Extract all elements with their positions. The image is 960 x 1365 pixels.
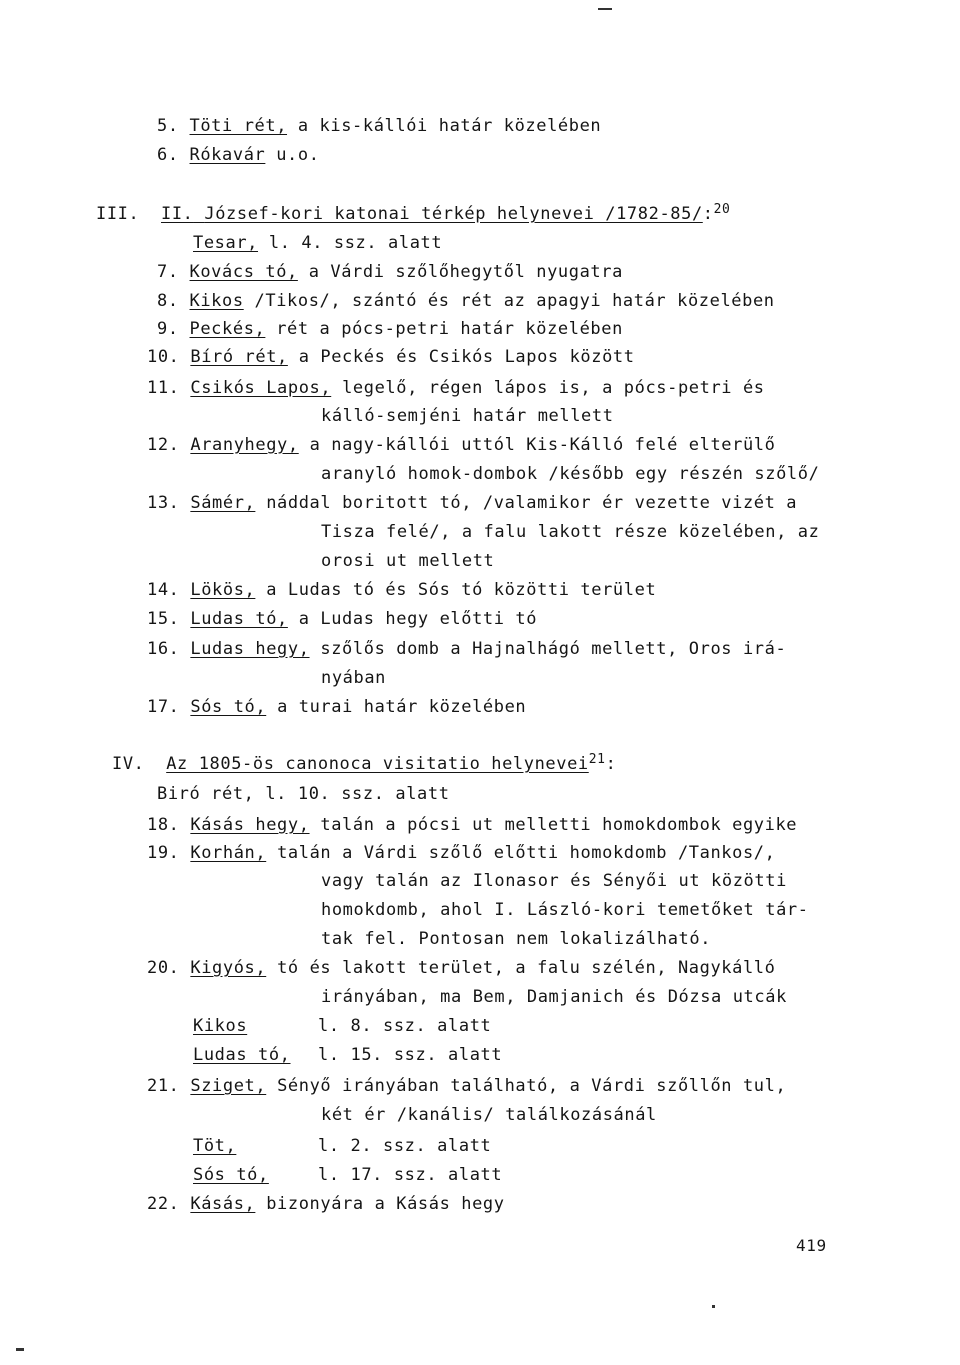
section-title: II. József-kori katonai térkép helynevei /1782-85/ [161,204,703,224]
list-item: 7. Kovács tó, a Várdi szőlőhegytől nyugatra [157,262,623,282]
section-title: Az 1805-ös canonoca visitatio helynevei [166,754,589,774]
list-item-continuation: tak fel. Pontosan nem lokalizálható. [321,929,712,949]
list-item-continuation: két ér /kanális/ találkozásánál [321,1105,657,1125]
list-item: 18. Kásás hegy, talán a pócsi ut melletti homokdombok egyike [147,815,798,835]
cross-reference: Ludas tó, l. 15. ssz. alatt [193,1045,503,1065]
cross-reference: Biró rét, l. 10. ssz. alatt [157,784,450,804]
list-item: 5. Töti rét, a kis-kállói határ közelében [157,116,602,136]
section-heading: III. II. József-kori katonai térkép helynevei /1782-85/:$^{20}$ [96,202,731,224]
section-number: IV. [112,754,145,774]
list-item: 14. Lökös, a Ludas tó és Sós tó közötti terület [147,580,657,600]
cross-reference: Sós tó, l. 17. ssz. alatt [193,1165,503,1185]
scan-mark [712,1305,715,1308]
list-item: 12. Aranyhegy, a nagy-kállói uttól Kis-Kálló felé elterülő [147,435,776,455]
list-item: 8. Kikos /Tikos/, szántó és rét az apagyi határ közelében [157,291,775,311]
list-item-continuation: vagy talán az Ilonasor és Sényői ut közötti [321,871,787,891]
list-item: 9. Peckés, rét a pócs-petri határ közelében [157,319,623,339]
list-item: 10. Bíró rét, a Peckés és Csikós Lapos között [147,347,635,367]
list-item: 21. Sziget, Sényő irányában található, a Várdi szőllőn tul, [147,1076,787,1096]
list-item: 6. Rókavár u.o. [157,145,320,165]
list-item: 16. Ludas hegy, szőlős domb a Hajnalhágó mellett, Oros irá- [147,639,787,659]
list-item: 11. Csikós Lapos, legelő, régen lápos is, a pócs-petri és [147,378,765,398]
list-item-continuation: nyában [321,668,387,688]
list-item: 17. Sós tó, a turai határ közelében [147,697,527,717]
footnote-ref: 20 [713,202,731,217]
scan-mark [16,1348,24,1351]
list-item-continuation: orosi ut mellett [321,551,495,571]
list-item: 15. Ludas tó, a Ludas hegy előtti tó [147,609,538,629]
list-item: 22. Kásás, bizonyára a Kásás hegy [147,1194,505,1214]
list-item: 13. Sámér, náddal boritott tó, /valamikor ér vezette vizét a [147,493,798,513]
section-heading: IV. Az 1805-ös canonoca visitatio helynevei$^{21}$: [112,752,617,774]
list-item: 19. Korhán, talán a Várdi szőlő előtti homokdomb /Tankos/, [147,843,776,863]
list-item-continuation: aranyló homok-dombok /később egy részén szőlő/ [321,464,820,484]
list-item-continuation: Tisza felé/, a falu lakott része közelében, az [321,522,820,542]
page-number: 419 [796,1236,827,1255]
cross-reference: Tesar, l. 4. ssz. alatt [193,233,443,253]
list-item: 20. Kigyós, tó és lakott terület, a falu szélén, Nagykálló [147,958,776,978]
list-item-continuation: kálló-semjéni határ mellett [321,406,614,426]
footnote-ref: 21 [588,752,606,767]
scan-mark [598,8,612,10]
cross-reference: Töt, l. 2. ssz. alatt [193,1136,492,1156]
list-item-continuation: homokdomb, ahol I. László-kori temetőket tár- [321,900,809,920]
list-item-continuation: irányában, ma Bem, Damjanich és Dózsa utcák [321,987,787,1007]
section-number: III. [96,204,140,224]
cross-reference: Kikos l. 8. ssz. alatt [193,1016,492,1036]
